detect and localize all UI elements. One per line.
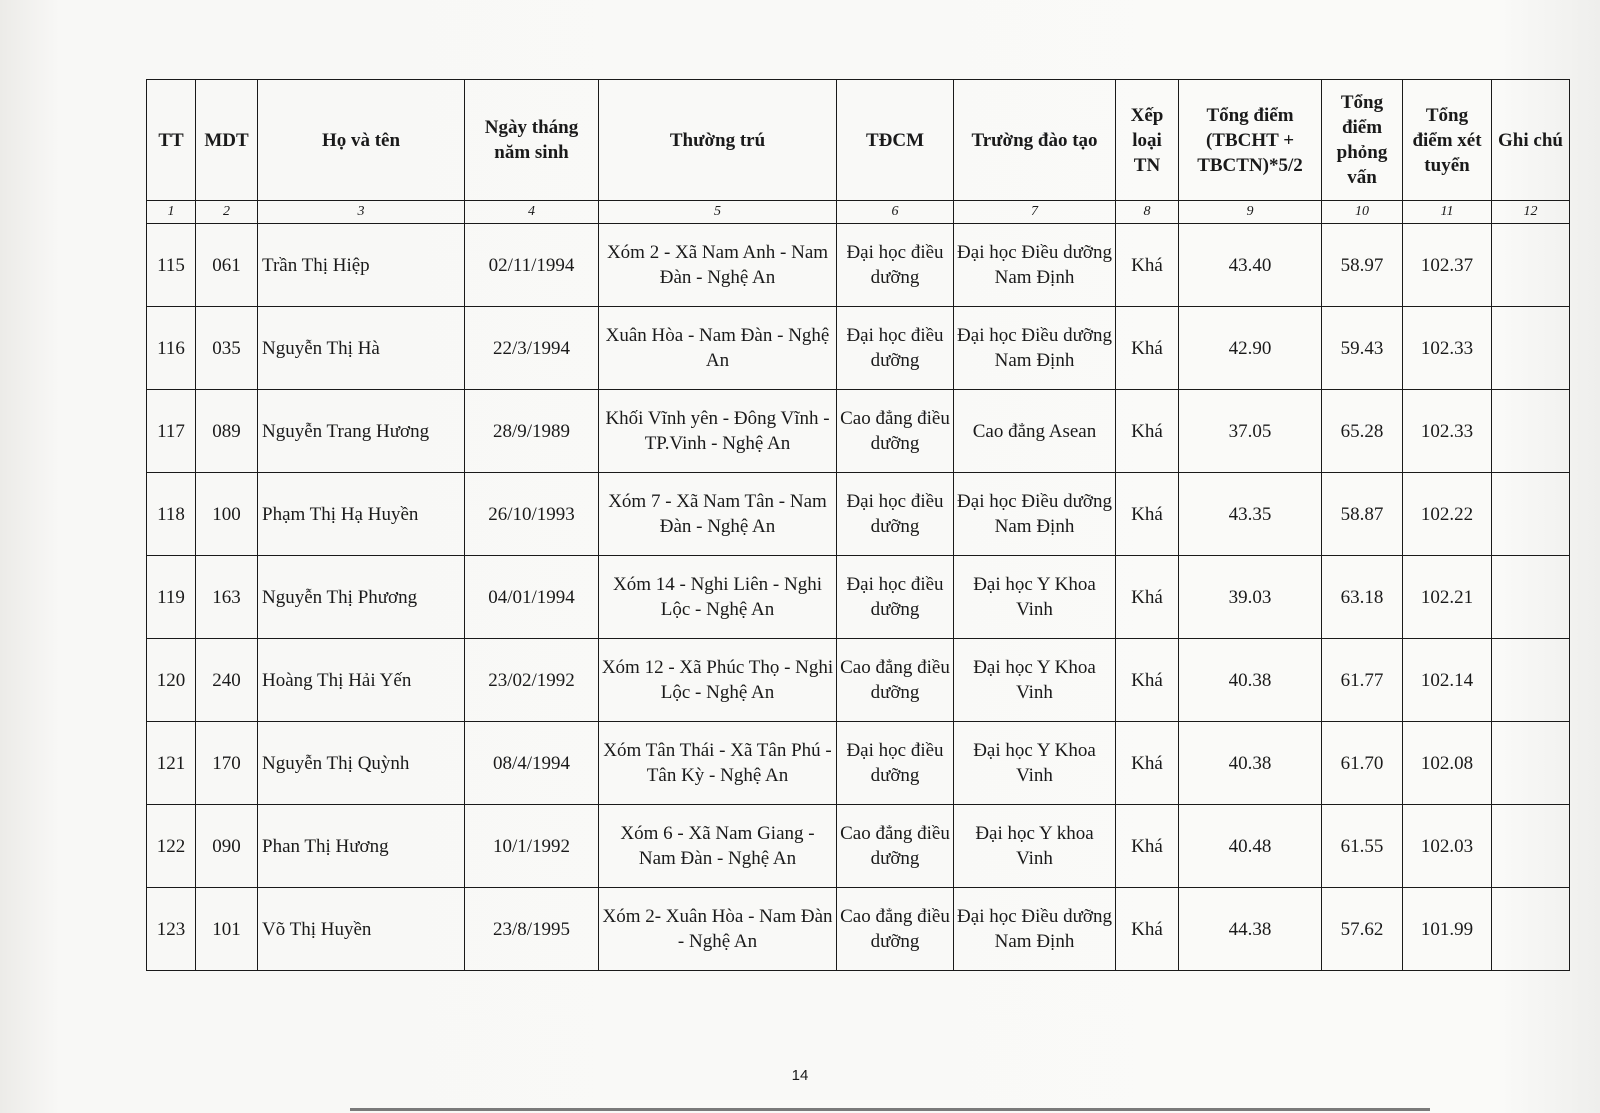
cell-rank: Khá — [1116, 639, 1179, 722]
table-row — [147, 473, 1570, 556]
table-row — [147, 224, 1570, 307]
cell-dob: 26/10/1993 — [465, 473, 599, 556]
cell-tt: 122 — [147, 805, 196, 888]
cell-tdcm: Đại học điều dưỡng — [837, 473, 954, 556]
cell-score-interview: 59.43 — [1322, 307, 1403, 390]
cell-score-academic: 39.03 — [1179, 556, 1322, 639]
header-score-total: Tổng điểm xét tuyển — [1403, 80, 1492, 201]
cell-address: Xóm 2 - Xã Nam Anh - Nam Đàn - Nghệ An — [599, 224, 837, 307]
results-table — [146, 79, 1570, 971]
cell-school: Đại học Điều dưỡng Nam Định — [954, 888, 1116, 971]
table-row — [147, 639, 1570, 722]
cell-school: Đại học Y khoa Vinh — [954, 805, 1116, 888]
header-mdt: MDT — [196, 80, 258, 201]
cell-note — [1492, 639, 1570, 722]
cell-school: Đại học Y Khoa Vinh — [954, 556, 1116, 639]
cell-address: Xóm Tân Thái - Xã Tân Phú - Tân Kỳ - Nghệ An — [599, 722, 837, 805]
cell-score-total: 102.03 — [1403, 805, 1492, 888]
cell-dob: 23/02/1992 — [465, 639, 599, 722]
cell-name: Phan Thị Hương — [258, 805, 465, 888]
column-number-row — [147, 201, 1570, 224]
cell-mdt: 101 — [196, 888, 258, 971]
cell-score-academic: 44.38 — [1179, 888, 1322, 971]
cell-score-interview: 65.28 — [1322, 390, 1403, 473]
cell-score-interview: 61.70 — [1322, 722, 1403, 805]
header-tt: TT — [147, 80, 196, 201]
cell-mdt: 240 — [196, 639, 258, 722]
cell-score-interview: 63.18 — [1322, 556, 1403, 639]
header-note: Ghi chú — [1492, 80, 1570, 201]
header-dob: Ngày tháng năm sinh — [465, 80, 599, 201]
cell-address: Xóm 2- Xuân Hòa - Nam Đàn - Nghệ An — [599, 888, 837, 971]
cell-score-total: 102.22 — [1403, 473, 1492, 556]
cell-school: Đại học Y Khoa Vinh — [954, 639, 1116, 722]
page-edge-line — [350, 1108, 1430, 1111]
cell-address: Xuân Hòa - Nam Đàn - Nghệ An — [599, 307, 837, 390]
cell-tt: 120 — [147, 639, 196, 722]
cell-score-academic: 40.38 — [1179, 639, 1322, 722]
cell-name: Nguyễn Trang Hương — [258, 390, 465, 473]
cell-school: Đại học Y Khoa Vinh — [954, 722, 1116, 805]
cell-score-interview: 61.77 — [1322, 639, 1403, 722]
table-row — [147, 805, 1570, 888]
table-row — [147, 390, 1570, 473]
cell-tt: 116 — [147, 307, 196, 390]
cell-dob: 04/01/1994 — [465, 556, 599, 639]
cell-mdt: 163 — [196, 556, 258, 639]
cell-address: Xóm 6 - Xã Nam Giang - Nam Đàn - Nghệ An — [599, 805, 837, 888]
cell-address: Khối Vĩnh yên - Đông Vĩnh - TP.Vinh - Nghệ An — [599, 390, 837, 473]
cell-name: Nguyễn Thị Hà — [258, 307, 465, 390]
column-number: 3 — [258, 201, 465, 224]
cell-tt: 121 — [147, 722, 196, 805]
table-row — [147, 307, 1570, 390]
cell-score-interview: 61.55 — [1322, 805, 1403, 888]
cell-rank: Khá — [1116, 722, 1179, 805]
column-number: 9 — [1179, 201, 1322, 224]
column-number: 11 — [1403, 201, 1492, 224]
header-score-academic: Tổng điểm (TBCHT + TBCTN)*5/2 — [1179, 80, 1322, 201]
cell-note — [1492, 888, 1570, 971]
cell-address: Xóm 14 - Nghi Liên - Nghi Lộc - Nghệ An — [599, 556, 837, 639]
cell-name: Hoàng Thị Hải Yến — [258, 639, 465, 722]
table-row — [147, 888, 1570, 971]
column-number: 6 — [837, 201, 954, 224]
cell-name: Phạm Thị Hạ Huyền — [258, 473, 465, 556]
cell-score-total: 102.08 — [1403, 722, 1492, 805]
header-rank: Xếp loại TN — [1116, 80, 1179, 201]
cell-mdt: 061 — [196, 224, 258, 307]
header-name: Họ và tên — [258, 80, 465, 201]
cell-name: Nguyễn Thị Phương — [258, 556, 465, 639]
table-row — [147, 556, 1570, 639]
cell-rank: Khá — [1116, 307, 1179, 390]
cell-score-total: 102.14 — [1403, 639, 1492, 722]
cell-rank: Khá — [1116, 888, 1179, 971]
cell-dob: 23/8/1995 — [465, 888, 599, 971]
cell-score-total: 102.21 — [1403, 556, 1492, 639]
column-number: 2 — [196, 201, 258, 224]
cell-score-academic: 40.38 — [1179, 722, 1322, 805]
cell-tt: 123 — [147, 888, 196, 971]
cell-school: Cao đẳng Asean — [954, 390, 1116, 473]
cell-score-interview: 58.87 — [1322, 473, 1403, 556]
cell-score-interview: 57.62 — [1322, 888, 1403, 971]
cell-tdcm: Cao đẳng điều dưỡng — [837, 639, 954, 722]
cell-score-total: 102.33 — [1403, 390, 1492, 473]
cell-dob: 22/3/1994 — [465, 307, 599, 390]
cell-tdcm: Cao đẳng điều dưỡng — [837, 390, 954, 473]
cell-tdcm: Đại học điều dưỡng — [837, 224, 954, 307]
column-number: 8 — [1116, 201, 1179, 224]
cell-score-academic: 37.05 — [1179, 390, 1322, 473]
cell-score-academic: 42.90 — [1179, 307, 1322, 390]
cell-mdt: 089 — [196, 390, 258, 473]
header-address: Thường trú — [599, 80, 837, 201]
cell-tdcm: Đại học điều dưỡng — [837, 307, 954, 390]
cell-note — [1492, 556, 1570, 639]
cell-score-interview: 58.97 — [1322, 224, 1403, 307]
table-row — [147, 722, 1570, 805]
cell-school: Đại học Điều dưỡng Nam Định — [954, 307, 1116, 390]
column-number: 1 — [147, 201, 196, 224]
cell-score-total: 102.33 — [1403, 307, 1492, 390]
cell-name: Võ Thị Huyền — [258, 888, 465, 971]
cell-tt: 115 — [147, 224, 196, 307]
cell-rank: Khá — [1116, 224, 1179, 307]
cell-note — [1492, 224, 1570, 307]
cell-rank: Khá — [1116, 556, 1179, 639]
cell-tdcm: Đại học điều dưỡng — [837, 556, 954, 639]
cell-note — [1492, 390, 1570, 473]
header-school: Trường đào tạo — [954, 80, 1116, 201]
header-score-interview: Tổng điểm phỏng vấn — [1322, 80, 1403, 201]
cell-mdt: 035 — [196, 307, 258, 390]
cell-address: Xóm 12 - Xã Phúc Thọ - Nghi Lộc - Nghệ An — [599, 639, 837, 722]
header-row — [147, 80, 1570, 201]
cell-tdcm: Cao đẳng điều dưỡng — [837, 805, 954, 888]
cell-note — [1492, 307, 1570, 390]
cell-school: Đại học Điều dưỡng Nam Định — [954, 224, 1116, 307]
cell-note — [1492, 473, 1570, 556]
cell-note — [1492, 805, 1570, 888]
cell-rank: Khá — [1116, 390, 1179, 473]
cell-mdt: 170 — [196, 722, 258, 805]
page-number: 14 — [791, 1067, 809, 1084]
cell-tt: 117 — [147, 390, 196, 473]
cell-tdcm: Đại học điều dưỡng — [837, 722, 954, 805]
cell-name: Trần Thị Hiệp — [258, 224, 465, 307]
cell-dob: 28/9/1989 — [465, 390, 599, 473]
column-number: 4 — [465, 201, 599, 224]
cell-score-academic: 43.35 — [1179, 473, 1322, 556]
column-number: 12 — [1492, 201, 1570, 224]
cell-dob: 08/4/1994 — [465, 722, 599, 805]
cell-mdt: 090 — [196, 805, 258, 888]
cell-address: Xóm 7 - Xã Nam Tân - Nam Đàn - Nghệ An — [599, 473, 837, 556]
cell-tt: 118 — [147, 473, 196, 556]
header-tdcm: TĐCM — [837, 80, 954, 201]
cell-score-academic: 40.48 — [1179, 805, 1322, 888]
cell-note — [1492, 722, 1570, 805]
column-number: 10 — [1322, 201, 1403, 224]
cell-score-total: 102.37 — [1403, 224, 1492, 307]
cell-name: Nguyễn Thị Quỳnh — [258, 722, 465, 805]
cell-tt: 119 — [147, 556, 196, 639]
column-number: 5 — [599, 201, 837, 224]
cell-tdcm: Cao đẳng điều dưỡng — [837, 888, 954, 971]
cell-dob: 02/11/1994 — [465, 224, 599, 307]
cell-school: Đại học Điều dưỡng Nam Định — [954, 473, 1116, 556]
cell-rank: Khá — [1116, 805, 1179, 888]
cell-mdt: 100 — [196, 473, 258, 556]
cell-score-total: 101.99 — [1403, 888, 1492, 971]
cell-rank: Khá — [1116, 473, 1179, 556]
cell-dob: 10/1/1992 — [465, 805, 599, 888]
cell-score-academic: 43.40 — [1179, 224, 1322, 307]
column-number: 7 — [954, 201, 1116, 224]
